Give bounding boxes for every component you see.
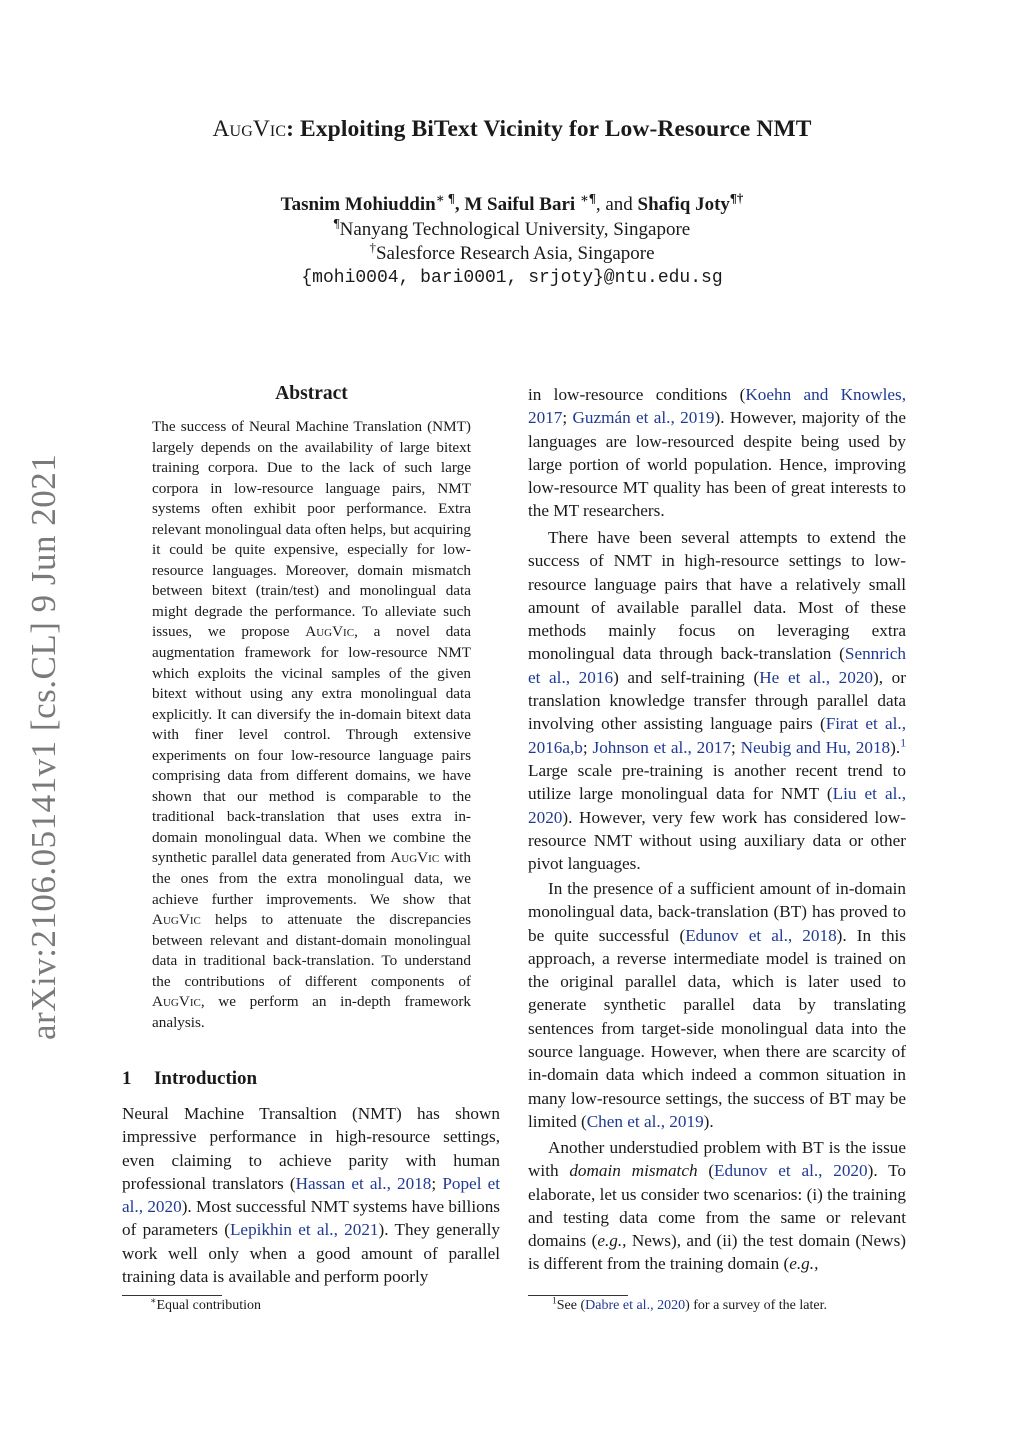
body-text: Neural Machine Transaltion (NMT) has shown impressive performance in high-resource settings, even claiming to achieve parity with human professional translators ( (122, 1104, 500, 1193)
citation-link[interactable]: Popel et al., 2020 (122, 1173, 500, 1217)
method-name: AugVic (152, 911, 201, 929)
footnote-text: See ( (556, 1298, 586, 1313)
body-text: ; (582, 737, 593, 757)
abstract-body (152, 417, 471, 1033)
body-paragraph (528, 383, 906, 523)
body-text: ). To elaborate, let us consider two scenarios: (i) the training and testing data come from the same or relevant domains ( (528, 1161, 906, 1251)
footnote-text: ) for a survey of the later. (685, 1298, 827, 1313)
abstract-text: with the ones from the extra monolingual data, we achieve further improvements. We show that (152, 849, 471, 908)
body-text: Another understudied problem with BT is the issue with (528, 1138, 906, 1181)
citation-link[interactable]: Guzmán et al., 2019 (572, 408, 715, 428)
body-text: ). However, majority of the languages are low-resourced despite being used by large portion of world population. Hence, improving low-resource MT quality has been of great interests to the MT researchers. (528, 408, 906, 521)
footnote-mark: ∗ (150, 1296, 157, 1307)
emphasis-text: e.g., (789, 1254, 819, 1274)
section-heading-introduction (122, 1068, 257, 1090)
affiliation (0, 215, 1024, 241)
body-text: In the presence of a sufficient amount of in-domain monolingual data, back-translation (BT) has proved to be quite successful ( (528, 879, 906, 945)
section-title: Introduction (154, 1068, 258, 1089)
citation-link[interactable]: He et al., 2020 (759, 667, 874, 687)
affiliation (0, 239, 1024, 265)
footnote-text: Equal contribution (156, 1298, 262, 1313)
method-name: AugVic (305, 623, 355, 641)
body-text: ). However, very few work has considered low-resource NMT without using auxiliary data or other pivot languages. (528, 807, 906, 874)
arxiv-stamp: arXiv:2106.05141v1 [cs.CL] 9 Jun 2021 (24, 453, 63, 1040)
footnote-mark: 1 (552, 1296, 557, 1307)
method-name: AugVic (390, 849, 440, 867)
footnote-rule (122, 1295, 222, 1296)
footnote-marker[interactable]: 1 (900, 735, 907, 749)
body-text: ). In this approach, a reverse intermediate model is trained on the original parallel data, which is later used to generate synthetic parallel data by translating sentences from target-side monolingual data into the source language. However, when there are scarcity of in-domain data which indeed a common situation in many low-resource settings, the success of BT may be limited ( (528, 925, 906, 1131)
intro-paragraph (122, 1102, 500, 1288)
body-text: ; (562, 408, 573, 428)
body-text: Large scale pre-training is another recent trend to utilize large monolingual data for NMT ( (528, 760, 906, 804)
body-text: ). They generally work well only when a good amount of parallel training data is available and perform poorly (122, 1220, 500, 1287)
emphasis-text: domain mismatch (569, 1161, 698, 1181)
citation-link[interactable]: Liu et al., 2020 (528, 784, 906, 827)
author-mark: ∗¶ (579, 190, 596, 206)
body-text: ), or translation knowledge transfer through parallel data involving other assisting language pairs ( (528, 667, 906, 734)
body-text: in low-resource conditions ( (528, 385, 746, 404)
citation-link[interactable]: Edunov et al., 2018 (685, 925, 837, 945)
title-text: : Exploiting BiText Vicinity for Low-Resource NMT (286, 116, 812, 142)
body-paragraph (528, 877, 906, 1133)
abstract-text: , we perform an in-depth framework analysis. (152, 993, 471, 1031)
citation-link[interactable]: Dabre et al., 2020 (585, 1298, 686, 1313)
citation-link[interactable]: Edunov et al., 2020 (714, 1161, 868, 1181)
emphasis-text: e.g., (597, 1231, 627, 1251)
title-method-name: AugVic (212, 116, 287, 142)
body-text: ; (431, 1173, 443, 1193)
author-emails: {mohi0004, bari0001, srjoty}@ntu.edu.sg (301, 268, 723, 288)
author-name: , M Saiful Bari (454, 194, 580, 215)
method-name: AugVic (152, 993, 201, 1011)
author-name: Tasnim Mohiuddin (280, 194, 436, 215)
affiliation-mark: ¶ (333, 215, 340, 231)
body-text: There have been several attempts to extend the success of NMT in high-resource settings to low-resource language pairs that have a relatively small amount of available parallel data. Most of these methods mainly focus on leveraging extra monolingual data through back-translation ( (528, 528, 906, 664)
citation-link[interactable]: Sennrich et al., 2016 (528, 644, 906, 687)
author-mark: ∗ ¶ (435, 190, 455, 206)
body-text: News), and (ii) the test domain (News) is different from the training domain ( (528, 1231, 906, 1274)
abstract-text: The success of Neural Machine Translation (NMT) largely depends on the availability of large bitext training corpora. Due to the lack of such large corpora in low-resource language pairs, NMT systems often exhibit poor performance. Extra relevant monolingual data often helps, but acquiring it could be quite expensive, especially for low-resource languages. Moreover, domain mismatch between bitext (train/test) and monolingual data might degrade the performance. To alleviate such issues, we propose (152, 418, 471, 641)
author-name: Shafiq Joty (637, 194, 730, 215)
affiliation-text: Salesforce Research Asia, Singapore (375, 243, 655, 264)
citation-link[interactable]: Neubig and Hu, 2018 (740, 737, 891, 757)
footnote-equal-contribution (150, 1298, 261, 1314)
body-paragraph (528, 526, 906, 875)
footnote-rule (528, 1295, 628, 1296)
citation-link[interactable]: Lepikhin et al., 2021 (229, 1220, 379, 1240)
footnote-survey (552, 1298, 827, 1314)
citation-link[interactable]: Chen et al., 2019 (586, 1111, 704, 1131)
body-paragraph (528, 1136, 906, 1276)
body-text: ). Most successful NMT systems have billions of parameters ( (122, 1197, 500, 1240)
body-text: ). (890, 737, 901, 757)
author-list (0, 190, 1024, 216)
body-text: ( (697, 1161, 715, 1181)
citation-link[interactable]: Firat et al., 2016a,b (528, 714, 906, 757)
citation-link[interactable]: Hassan et al., 2018 (295, 1173, 432, 1193)
abstract-heading: Abstract (275, 383, 348, 404)
author-conjunction: , and (595, 194, 638, 215)
body-text: ). (703, 1111, 714, 1131)
abstract-text: , a novel data augmentation framework for low-resource NMT which exploits the vicinal samples of the given bitext without using any extra monolingual data explicitly. It can diversify the in-domain bitext data with finer level control. Through extensive experiments on four low-resource language pairs comprising data from different domains, we have shown that our method is comparable to the traditional back-translation that uses extra in-domain monolingual data. When we combine the synthetic parallel data generated from (152, 623, 471, 867)
body-text: ; (731, 737, 741, 757)
paper-title (0, 116, 1024, 143)
affiliation-mark: † (369, 239, 376, 255)
abstract-text: helps to attenuate the discrepancies between relevant and distant-domain monolingual data in traditional back-translation. To understand the contributions of different components of (152, 911, 471, 990)
citation-link[interactable]: Johnson et al., 2017 (592, 737, 732, 757)
body-text: ) and self-training ( (613, 667, 760, 687)
citation-link[interactable]: Koehn and Knowles, 2017 (528, 385, 906, 428)
affiliation-text: Nanyang Technological University, Singapore (339, 219, 691, 240)
section-number: 1 (122, 1068, 132, 1089)
author-mark: ¶† (729, 190, 744, 206)
